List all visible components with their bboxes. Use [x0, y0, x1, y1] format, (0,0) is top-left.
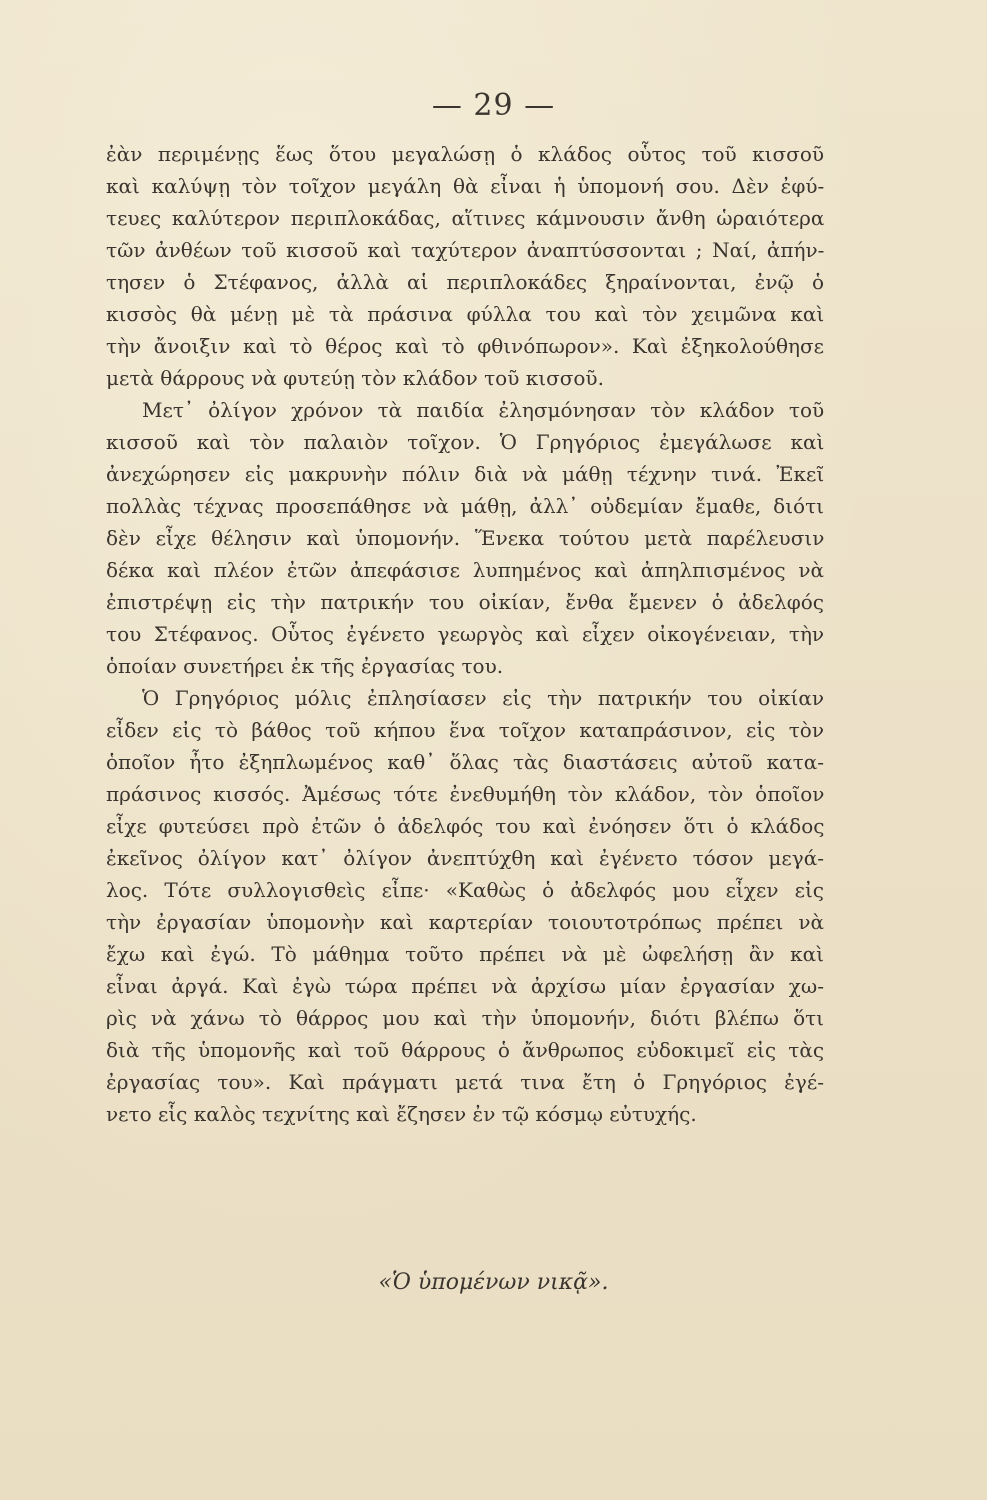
text-line: διὰ τῆς ὑπομονῆς καὶ τοῦ θάρρους ὁ ἄνθρωπος εὐδοκιμεῖ εἰς τὰς [106, 1038, 824, 1062]
text-line: πράσινος κισσός. Ἀμέσως τότε ἐνεθυμήθη τὸν κλάδον, τὸν ὁποῖον [106, 782, 824, 806]
text-line: ἐπιστρέψῃ εἰς τὴν πατρικήν του οἰκίαν, ἔνθα ἔμενεν ὁ ἀδελφός [106, 590, 824, 614]
text-line: καὶ καλύψῃ τὸν τοῖχον μεγάλη θὰ εἶναι ἡ ὑπομονή σου. Δὲν ἐφύ- [106, 174, 824, 198]
text-line: Μετ᾽ ὀλίγον χρόνον τὰ παιδία ἐλησμόνησαν τὸν κλάδον τοῦ [142, 398, 824, 422]
text-line: κισσοῦ καὶ τὸν παλαιὸν τοῖχον. Ὁ Γρηγόριος ἐμεγάλωσε καὶ [106, 430, 824, 454]
text-line: ὁποῖον ἦτο ἐξηπλωμένος καθ᾽ ὅλας τὰς διαστάσεις αὐτοῦ κατα- [106, 750, 824, 774]
text-line: ἀνεχώρησεν εἰς μακρυνὴν πόλιν διὰ νὰ μάθῃ τέχνην τινά. Ἐκεῖ [106, 462, 824, 486]
body-text [106, 138, 824, 1130]
page-number: — 29 — [431, 88, 556, 123]
text-line: πολλὰς τέχνας προσεπάθησε νὰ μάθῃ, ἀλλ᾽ οὐδεμίαν ἔμαθε, διότι [106, 494, 824, 518]
text-line: ἐργασίας του». Καὶ πράγματι μετά τινα ἔτη ὁ Γρηγόριος ἐγέ- [106, 1070, 824, 1094]
text-line: εἶχε φυτεύσει πρὸ ἐτῶν ὁ ἀδελφός του καὶ ἐνόησεν ὅτι ὁ κλάδος [106, 814, 824, 838]
text-line: κισσὸς θὰ μένῃ μὲ τὰ πράσινα φύλλα του καὶ τὸν χειμῶνα καὶ [106, 302, 824, 326]
text-line: τὴν ἐργασίαν ὑπομονὴν καὶ καρτερίαν τοιουτοτρόπως πρέπει νὰ [106, 910, 824, 934]
text-line: μετὰ θάρρους νὰ φυτεύῃ τὸν κλάδον τοῦ κισσοῦ. [106, 366, 604, 390]
text-line: ἐκεῖνος ὀλίγον κατ᾽ ὀλίγον ἀνεπτύχθη καὶ ἐγένετο τόσον μεγά- [106, 846, 824, 870]
text-line: Ὁ Γρηγόριος μόλις ἐπλησίασεν εἰς τὴν πατρικήν του οἰκίαν [142, 686, 824, 710]
text-line: του Στέφανος. Οὗτος ἐγένετο γεωργὸς καὶ εἶχεν οἰκογένειαν, τὴν [106, 622, 824, 646]
text-line: ἔχω καὶ ἐγώ. Τὸ μάθημα τοῦτο πρέπει νὰ μὲ ὠφελήσῃ ἂν καὶ [106, 942, 824, 966]
text-line: δέκα καὶ πλέον ἐτῶν ἀπεφάσισε λυπημένος καὶ ἀπηλπισμένος νὰ [106, 558, 824, 582]
text-line: νετο εἷς καλὸς τεχνίτης καὶ ἔζησεν ἐν τῷ κόσμῳ εὐτυχής. [106, 1102, 697, 1126]
text-line: τησεν ὁ Στέφανος, ἀλλὰ αἱ περιπλοκάδες ξηραίνονται, ἐνῷ ὁ [106, 270, 824, 294]
text-line: λος. Τότε συλλογισθεὶς εἶπε· «Καθὼς ὁ ἀδελφός μου εἶχεν εἰς [106, 878, 824, 902]
text-line: τῶν ἀνθέων τοῦ κισσοῦ καὶ ταχύτερον ἀναπτύσσονται ; Ναί, ἀπήν- [106, 238, 824, 262]
text-line: εἶναι ἀργά. Καὶ ἐγὼ τώρα πρέπει νὰ ἀρχίσω μίαν ἐργασίαν χω- [106, 974, 824, 998]
text-line: ρὶς νὰ χάνω τὸ θάρρος μου καὶ τὴν ὑπομονήν, διότι βλέπω ὅτι [106, 1006, 824, 1030]
text-line: τευες καλύτερον περιπλοκάδας, αἵτινες κάμνουσιν ἄνθη ὡραιότερα [106, 206, 824, 230]
closing-motto: «Ὁ ὑπομένων νικᾷ». [378, 1270, 609, 1295]
text-line: τὴν ἄνοιξιν καὶ τὸ θέρος καὶ τὸ φθινόπωρον». Καὶ ἐξηκολούθησε [106, 334, 824, 358]
text-line: εἶδεν εἰς τὸ βάθος τοῦ κήπου ἕνα τοῖχον καταπράσινον, εἰς τὸν [106, 718, 824, 742]
text-line: δὲν εἶχε θέλησιν καὶ ὑπομονήν. Ἕνεκα τούτου μετὰ παρέλευσιν [106, 526, 824, 550]
text-line: ἐὰν περιμένῃς ἕως ὅτου μεγαλώσῃ ὁ κλάδος οὗτος τοῦ κισσοῦ [106, 142, 824, 166]
text-line: ὁποίαν συνετήρει ἐκ τῆς ἐργασίας του. [106, 654, 504, 678]
